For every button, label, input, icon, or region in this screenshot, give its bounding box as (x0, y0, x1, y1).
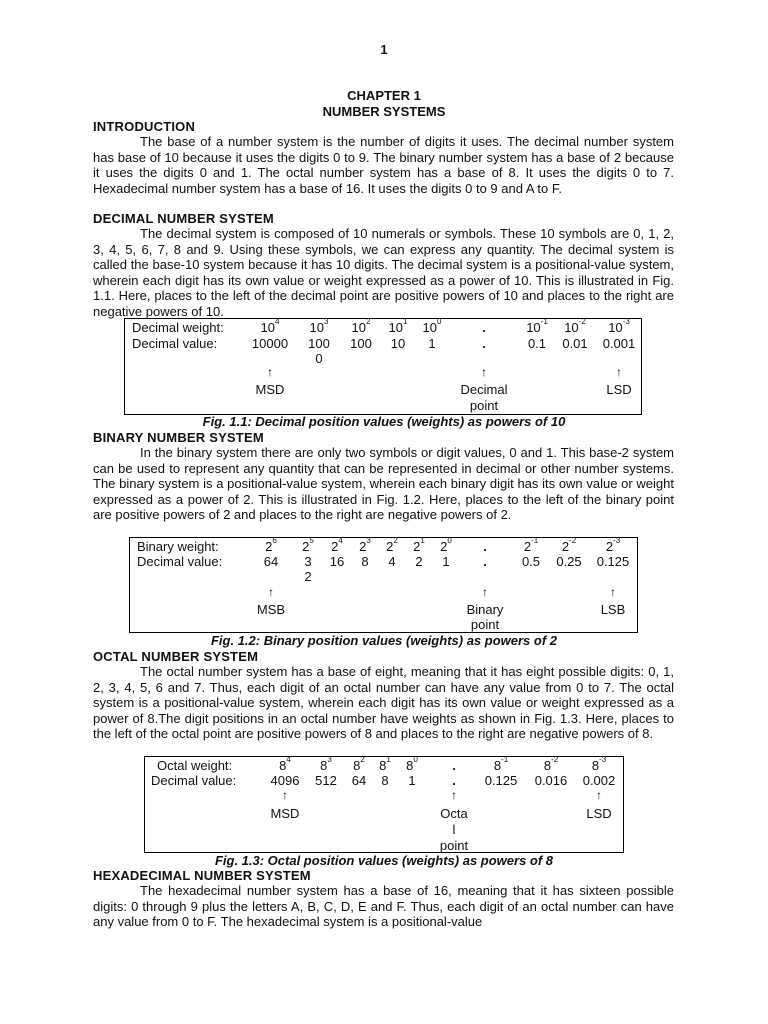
octal-value-cell: 64 (351, 773, 367, 788)
binary-value-cell: 0.125 (596, 554, 630, 569)
figure-caption: Fig. 1.1: Decimal position values (weights) as powers of 10 (202, 414, 566, 429)
octal-point-marker: . (452, 758, 456, 773)
lsd-arrow-icon: ↑ (616, 365, 622, 379)
msd-label: MSD (270, 806, 300, 821)
decimal-point-arrow-icon: ↑ (481, 365, 487, 379)
introduction-paragraph (93, 134, 674, 196)
binary-weight-cell: $2^2$ (386, 536, 398, 554)
binary-point-arrow-icon: ↑ (482, 585, 488, 599)
binary-value-cell: . (483, 554, 487, 569)
decimal-weight-cell: $10^{-1}$ (526, 317, 548, 335)
decimal-weight-cell: $10^3$ (309, 317, 329, 335)
hexadecimal-text: The hexadecimal number system has a base of 16, meaning that it has sixteen possible digits: 0 through 9 plus the letters A, B, C, D, E and F. Thus, each digit of an octal number can have any value from 0 to F. The hexadecimal system is a positional-value (93, 883, 674, 930)
decimal-weight-cell: $10^0$ (422, 317, 442, 335)
decimal-weight-cell: $10^4$ (260, 317, 280, 335)
binary-weight-cell: $2^{-1}$ (523, 536, 539, 554)
octal-weight-cell: $8^4$ (279, 755, 291, 773)
octal-point-label: Octa (440, 806, 468, 821)
binary-weight-cell: $2^6$ (265, 536, 277, 554)
octal-value-cell: 0.125 (484, 773, 518, 788)
octal-value-cell: 0.016 (534, 773, 568, 788)
introduction-text: The base of a number system is the number of digits it uses. The decimal number system has base of 10 because it uses the digits 0 to 9. The binary number system has a base of 2 because it uses the digits 0 and 1. The octal number system has a base of 8. It uses the digits 0 to 7. Hexadecimal number system has a base of 16. It uses the digits 0 to 9 and A to F. (93, 134, 674, 196)
octal-weight-cell: $8^{-3}$ (591, 755, 607, 773)
binary-paragraph (93, 445, 674, 523)
octal-paragraph (93, 664, 674, 742)
decimal-point-marker: . (482, 320, 486, 335)
figure-caption: Fig. 1.2: Binary position values (weights) as powers of 2 (210, 633, 558, 648)
msd-label: MSD (255, 382, 285, 397)
octal-weight-cell: $8^0$ (406, 755, 418, 773)
octal-weight-cell: $8^{-2}$ (543, 755, 559, 773)
decimal-value-cell: 100 (350, 336, 372, 351)
lsd-arrow-icon: ↑ (596, 788, 602, 802)
binary-value-cell: 0.25 (556, 554, 582, 569)
msb-arrow-icon: ↑ (268, 585, 274, 599)
decimal-value-cell: . (482, 336, 486, 351)
chapter-title: NUMBER SYSTEMS (322, 104, 446, 119)
lsd-label: LSD (586, 806, 612, 821)
octal-value-cell: 0.002 (582, 773, 616, 788)
hexadecimal-heading: HEXADECIMAL NUMBER SYSTEM (93, 868, 311, 883)
lsb-label: LSB (600, 602, 626, 617)
msd-arrow-icon: ↑ (282, 788, 288, 802)
decimal-value-cell: 10000 (251, 336, 289, 351)
msb-label: MSB (256, 602, 286, 617)
lsb-arrow-icon: ↑ (610, 585, 616, 599)
binary-weight-cell: $2^3$ (359, 536, 371, 554)
octal-value-cell: 4096 (270, 773, 300, 788)
binary-value-wrap: 2 (304, 569, 312, 584)
octal-weight-figure (144, 756, 624, 853)
decimal-weight-figure (124, 318, 642, 415)
binary-value-cell: 3 (304, 554, 312, 569)
decimal-text: The decimal system is composed of 10 numerals or symbols. These 10 symbols are 0, 1, 2, 3, 4, 5, 6, 7, 8 and 9. Using these symbols, we can express any quantity. The decimal system is called the base-10 system because it has 10 digits. The decimal system is a positional-value system, wherein each digit has its own value or weight expressed as a power of 10. This is illustrated in Fig. 1.1. Here, places to the left of the decimal point are positive powers of 10 and places to the right are negative powers of 10. (93, 226, 674, 319)
decimal-weight-cell: $10^{-3}$ (608, 317, 630, 335)
decimal-point-label: Decimal (460, 382, 508, 397)
binary-text: In the binary system there are only two symbols or digit values, 0 and 1. This base-2 system can be used to represent any quantity that can be represented in decimal or other number systems. The binary system is a positional-value system, wherein each binary digit has its own value or weight expressed as a power of 2. This is illustrated in Fig. 1.2. Here, places to the left of the binary point are positive powers of 2 and places to the right are negative powers of 2. (93, 445, 674, 523)
binary-weight-cell: $2^4$ (331, 536, 343, 554)
binary-heading: BINARY NUMBER SYSTEM (93, 430, 264, 445)
binary-weight-cell: $2^{-3}$ (605, 536, 621, 554)
decimal-value-cell: 1 (428, 336, 436, 351)
binary-weight-figure (129, 537, 638, 633)
decimal-heading: DECIMAL NUMBER SYSTEM (93, 211, 274, 226)
binary-value-cell: 4 (388, 554, 396, 569)
binary-value-cell: 64 (263, 554, 279, 569)
decimal-value-cell: 100 (308, 336, 330, 351)
octal-value-cell: 512 (315, 773, 337, 788)
octal-point-label: point (439, 838, 469, 853)
decimal-weight-cell: $10^2$ (351, 317, 371, 335)
octal-value-label: Decimal value: (151, 773, 237, 788)
binary-weight-cell: $2^{-2}$ (561, 536, 577, 554)
introduction-heading: INTRODUCTION (93, 119, 196, 134)
binary-value-cell: 8 (361, 554, 369, 569)
binary-point-label: point (470, 617, 500, 632)
decimal-value-wrap: 0 (315, 351, 323, 366)
chapter-label: CHAPTER 1 (347, 88, 421, 103)
decimal-value-cell: 0.01 (562, 336, 588, 351)
lsd-label: LSD (606, 382, 632, 397)
binary-point-marker: . (483, 539, 487, 554)
octal-weight-label: Octal weight: (157, 758, 233, 773)
octal-weight-cell: $8^{-1}$ (493, 755, 509, 773)
page-number: 1 (380, 42, 388, 57)
binary-value-label: Decimal value: (137, 554, 223, 569)
octal-weight-cell: $8^1$ (379, 755, 391, 773)
binary-weight-cell: $2^1$ (413, 536, 425, 554)
octal-point-arrow-icon: ↑ (451, 788, 457, 802)
octal-value-cell: . (452, 773, 456, 788)
octal-text: The octal number system has a base of eight, meaning that it has eight possible digits: 0, 1, 2, 3, 4, 5, 6 and 7. Thus, each digit of an octal number can have any value from 0 to 7. The octal system is a positional-value system, wherein each digit has its own value or weight expressed as a power of 8.The digit positions in an octal number have weights as shown in Fig. 1.3. Here, places to the left of the octal point are positive powers of 8 and places to the right are negative powers of 8. (93, 664, 674, 742)
binary-weight-cell: $2^5$ (302, 536, 314, 554)
binary-value-cell: 0.5 (521, 554, 541, 569)
decimal-point-label: point (469, 398, 499, 413)
octal-value-cell: 1 (408, 773, 416, 788)
decimal-weight-cell: $10^{-2}$ (564, 317, 586, 335)
decimal-value-cell: 0.1 (527, 336, 547, 351)
binary-weight-cell: $2^0$ (440, 536, 452, 554)
msd-arrow-icon: ↑ (267, 365, 273, 379)
decimal-value-cell: 0.001 (602, 336, 636, 351)
octal-weight-cell: $8^3$ (320, 755, 332, 773)
octal-value-cell: 8 (381, 773, 389, 788)
binary-value-cell: 1 (442, 554, 450, 569)
decimal-paragraph (93, 226, 674, 320)
decimal-weight-label: Decimal weight: (132, 320, 224, 335)
octal-heading: OCTAL NUMBER SYSTEM (93, 649, 259, 664)
binary-value-cell: 2 (415, 554, 423, 569)
decimal-value-label: Decimal value: (132, 336, 218, 351)
figure-caption: Fig. 1.3: Octal position values (weights) as powers of 8 (214, 853, 554, 868)
decimal-value-cell: 10 (390, 336, 406, 351)
octal-point-label: l (452, 822, 456, 837)
hexadecimal-paragraph (93, 883, 674, 930)
binary-weight-label: Binary weight: (137, 539, 219, 554)
binary-value-cell: 16 (329, 554, 345, 569)
octal-weight-cell: $8^2$ (353, 755, 365, 773)
decimal-weight-cell: $10^1$ (388, 317, 408, 335)
binary-point-label: Binary (466, 602, 504, 617)
